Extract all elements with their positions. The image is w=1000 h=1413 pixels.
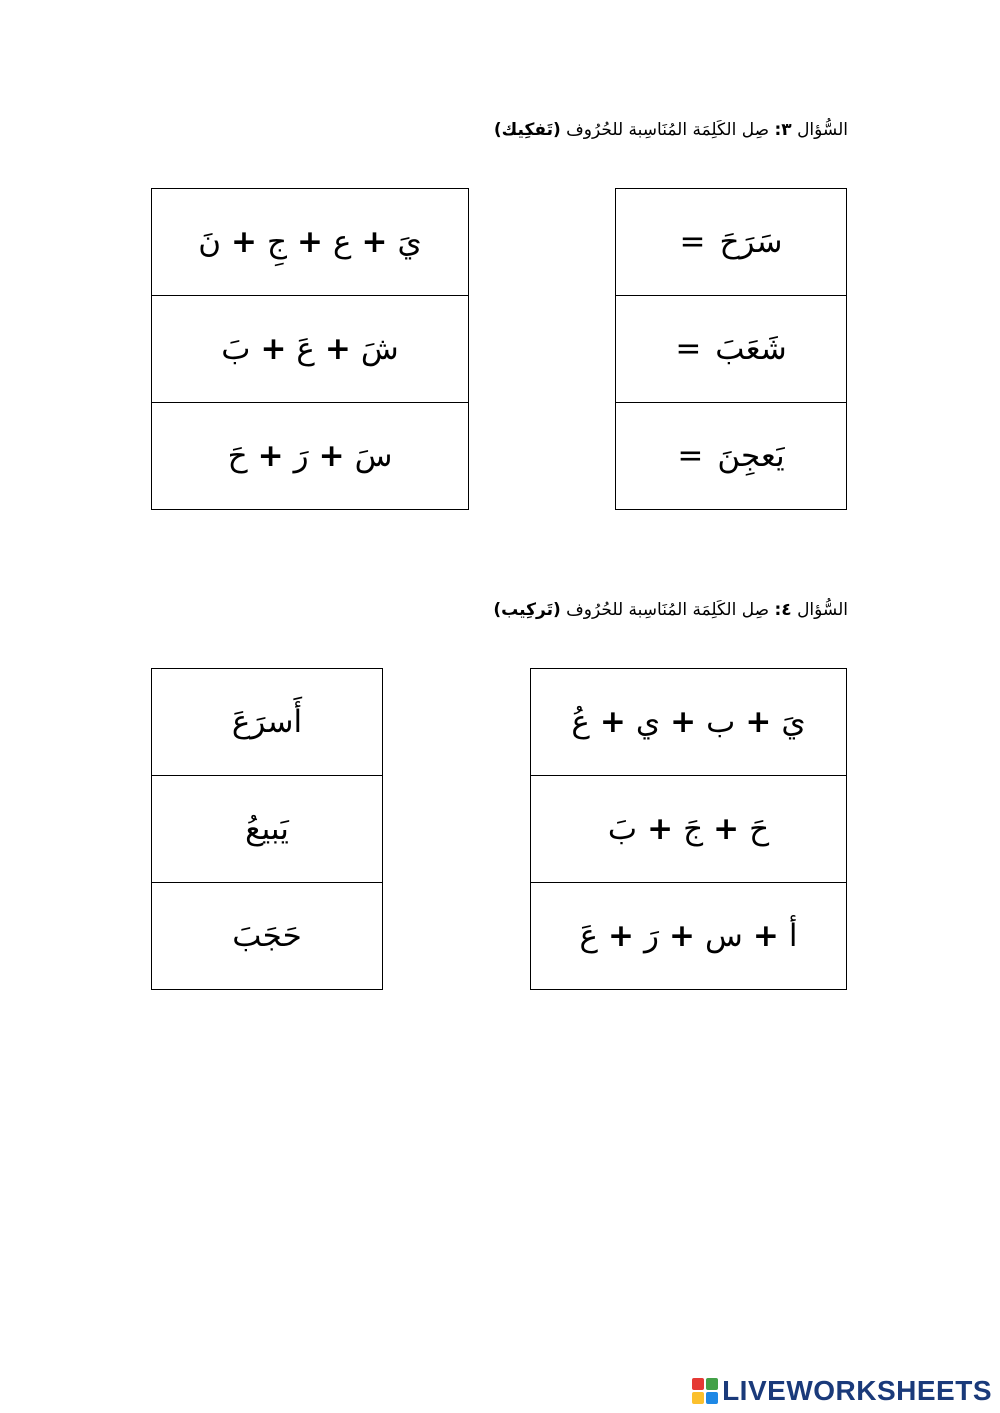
q3-word-cell[interactable] <box>616 189 847 296</box>
logo-square <box>706 1392 718 1404</box>
question-4-prefix: السُّؤال <box>797 600 848 620</box>
letter: بَ <box>221 331 251 367</box>
question-4-instruction: صِل الكَلِمَة المُنَاسِبة للحُرُوف <box>566 600 770 620</box>
letter: رَ <box>293 438 309 474</box>
letter: سَ <box>354 438 393 474</box>
equals-sign: = <box>675 331 702 367</box>
q3-letters-cell[interactable] <box>152 189 469 296</box>
plus-sign: + <box>608 918 635 954</box>
plus-sign: + <box>713 811 740 847</box>
q4-word: يَبيعُ <box>245 811 289 847</box>
q4-word: أَسرَعَ <box>231 704 303 740</box>
plus-sign: + <box>260 331 287 367</box>
plus-sign: + <box>324 331 351 367</box>
letter: حَ <box>227 438 248 474</box>
letter: رَ <box>644 918 660 954</box>
q3-word: شَعَبَ <box>715 331 787 367</box>
letter: شَ <box>360 331 399 367</box>
letter: يَ <box>397 224 422 260</box>
letter: ب <box>706 704 736 740</box>
q4-letters-table <box>530 668 847 990</box>
letter: جَ <box>683 811 704 847</box>
letter: س <box>705 918 743 954</box>
equals-sign: = <box>679 224 706 260</box>
q4-letters-cell[interactable] <box>531 669 847 776</box>
q3-word: سَرَحَ <box>719 224 783 260</box>
plus-sign: + <box>745 704 772 740</box>
plus-sign: + <box>297 224 323 260</box>
q3-letters-cell[interactable] <box>152 296 469 403</box>
plus-sign: + <box>670 704 697 740</box>
logo-square <box>692 1378 704 1390</box>
plus-sign: + <box>231 224 257 260</box>
question-3-instruction: صِل الكَلِمَة المُنَاسِبة للحُرُوف <box>566 120 770 140</box>
q3-word-cell[interactable] <box>616 403 847 510</box>
q3-word-cell[interactable] <box>616 296 847 403</box>
letter: ي <box>635 704 661 740</box>
letter: عَ <box>296 331 315 367</box>
question-3-type: (تَفكِيك) <box>493 120 561 140</box>
q3-letters-cell[interactable] <box>152 403 469 510</box>
logo-mark-icon <box>692 1378 718 1404</box>
letter: عُ <box>571 704 590 740</box>
letter: يَ <box>781 704 806 740</box>
logo-text: LIVEWORKSHEETS <box>722 1375 992 1406</box>
plus-sign: + <box>257 438 284 474</box>
question-3-prefix: السُّؤال <box>797 120 848 140</box>
plus-sign: + <box>647 811 674 847</box>
letter: بَ <box>607 811 638 847</box>
q4-letters-cell[interactable] <box>531 883 847 990</box>
liveworksheets-logo <box>692 1375 992 1407</box>
letter: جِ <box>267 224 288 260</box>
logo-square <box>692 1392 704 1404</box>
q4-letters-cell[interactable] <box>531 776 847 883</box>
q4-word-cell[interactable] <box>152 669 383 776</box>
letter: حَ <box>749 811 770 847</box>
logo-square <box>706 1378 718 1390</box>
question-4-title <box>493 600 848 620</box>
question-3-number: ٣: <box>774 120 792 140</box>
q3-words-table <box>615 188 847 510</box>
q4-word-cell[interactable] <box>152 776 383 883</box>
letter: نَ <box>198 224 222 260</box>
letter: أ <box>788 918 798 954</box>
question-4-number: ٤: <box>774 600 792 620</box>
letter: ع <box>333 224 352 260</box>
q3-letters-table <box>151 188 469 510</box>
question-3-title <box>494 120 848 140</box>
q3-word: يَعجِنَ <box>717 438 785 474</box>
q4-word-cell[interactable] <box>152 883 383 990</box>
plus-sign: + <box>318 438 345 474</box>
letter: عَ <box>579 918 599 954</box>
plus-sign: + <box>669 918 695 954</box>
plus-sign: + <box>361 224 388 260</box>
equals-sign: = <box>677 438 704 474</box>
question-4-type: (تَركِيب) <box>493 600 561 620</box>
plus-sign: + <box>752 918 779 954</box>
q4-word: حَجَبَ <box>232 918 302 954</box>
plus-sign: + <box>599 704 626 740</box>
q4-words-table <box>151 668 383 990</box>
